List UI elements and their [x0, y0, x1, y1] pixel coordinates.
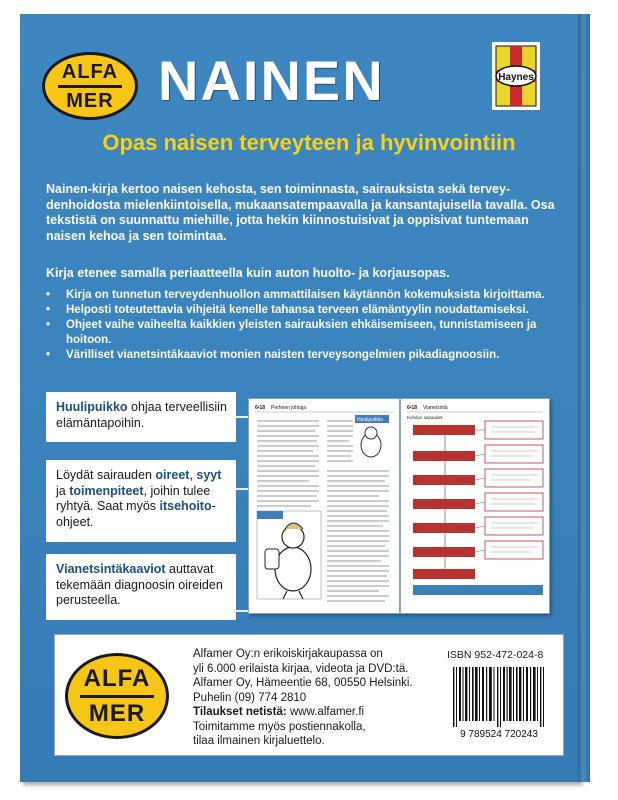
sample-page-number: 6•18: [407, 405, 418, 411]
feature-item: • Kirja on tunnetun terveydenhuollon ammattilaisen käytännön kokemuksista kirjoittama.: [46, 288, 566, 303]
callout-text: ja: [56, 483, 70, 498]
callout-bold: Vianetsintäkaaviot: [56, 562, 166, 576]
intro-paragraph-2: Kirja etenee samalla periaatteella kuin auton huolto- ja korjausopas.: [46, 266, 450, 280]
isbn-text: ISBN 952-472-024-8: [447, 649, 544, 661]
diagnostic-flowchart-graphic: [401, 399, 549, 613]
logo-divider: [80, 695, 154, 698]
callout-text: Löydät sairauden: [56, 468, 156, 482]
feature-item: • Värilliset vianetsintäkaaviot monien naisten terveysongelmien pikadiagnoosiin.: [46, 348, 566, 363]
callout-bold: toimenpiteet: [69, 483, 144, 498]
callout-diagnostics: [46, 554, 236, 620]
feature-item: • Helposti toteutettavia vihjeitä kenelle tahansa terveen elämäntyylin noudattamiseksi.: [46, 303, 566, 318]
callout-text: , joihin tulee ryhtyä. Saat myös: [56, 483, 211, 513]
feature-list: [46, 288, 566, 363]
callout-text: ohjaa terveellisiin elämäntapoihin.: [56, 400, 227, 430]
callout-bold: itsehoito: [159, 499, 212, 513]
publisher-info: [193, 647, 443, 749]
book-subtitle: Opas naisen terveyteen ja hyvinvointiin: [102, 130, 516, 155]
logo-bottom-text: MER: [88, 699, 146, 727]
publisher-panel: [54, 634, 564, 756]
sample-page-heading: Perheen johtaja: [271, 405, 307, 411]
callout-lipstick: [46, 392, 236, 442]
callout-bold: Huulipuikko: [56, 400, 128, 414]
haynes-logo-icon: [492, 42, 540, 110]
logo-top-text: ALFA: [83, 664, 151, 692]
haynes-text: Haynes: [498, 72, 534, 83]
feature-item: • Ohjeet vaihe vaiheelta kaikkien yleisten sairauksien ehkäisemiseen, tunnistamiseen ja hoitoon.: [46, 318, 566, 348]
publisher-line: Alfamer Oy, Hämeentie 68, 00550 Helsinki.: [193, 677, 413, 689]
callout-symptoms: [46, 460, 236, 542]
callout-bold: oireet: [155, 468, 190, 482]
logo-top-text: ALFA: [61, 60, 119, 83]
alfamer-logo-bottom: [65, 653, 169, 739]
orders-line: [193, 705, 443, 720]
barcode-icon: [447, 667, 555, 739]
orders-url: www.alfamer.fi: [286, 706, 365, 718]
publisher-line: Toimitamme myös postiennakolla,: [193, 720, 366, 733]
callout-text: auttavat tekemään diagnoosin oireiden perusteella.: [56, 562, 223, 607]
logo-bottom-text: MER: [66, 89, 114, 112]
callout-bold: syyt: [196, 468, 222, 482]
sample-page-right: [400, 398, 550, 614]
sample-page-left-graphic: [249, 399, 399, 613]
sample-page-tag: Huulipuikko: [357, 417, 383, 423]
alfamer-logo: [42, 52, 138, 120]
sample-page-heading: Vianetsintä: [423, 405, 448, 411]
barcode-digits: 9 789524 720243: [460, 729, 538, 739]
orders-label: Tilaukset netistä:: [193, 706, 287, 718]
book-title: NAINEN: [158, 49, 385, 112]
book-spine: [578, 14, 590, 782]
publisher-line: yli 6.000 erilaista kirjaa, videota ja DVD:tä.: [193, 662, 409, 675]
intro-paragraph: Nainen-kirja kertoo naisen kehosta, sen toiminnasta, sairauksista sekä terveydenhoidosta mielenkiintoisella, mukaansatempaavalla ja kansantajuisella tavalla. Osa tekstistä on suunnattu miehille, jotta hekin kiinnostuisivat ja oppisivat tuntemaan naisen kehoa ja sen toimintaa.: [46, 182, 555, 243]
callout-text: -ohjeet.: [56, 499, 216, 529]
publisher-line: Puhelin (09) 774 2810: [193, 691, 307, 704]
book-back-cover: [20, 14, 580, 782]
callout-text: ,: [189, 468, 197, 482]
sample-page-left: [248, 398, 400, 614]
sample-page-subheading: Kohdun sairaudet: [407, 415, 443, 420]
logo-divider: [58, 85, 123, 88]
sample-page-number: 6•18: [255, 405, 266, 411]
publisher-line: Alfamer Oy:n erikoiskirjakaupassa on: [193, 648, 383, 660]
publisher-line: tilaa ilmainen kirjaluettelo.: [193, 735, 325, 747]
